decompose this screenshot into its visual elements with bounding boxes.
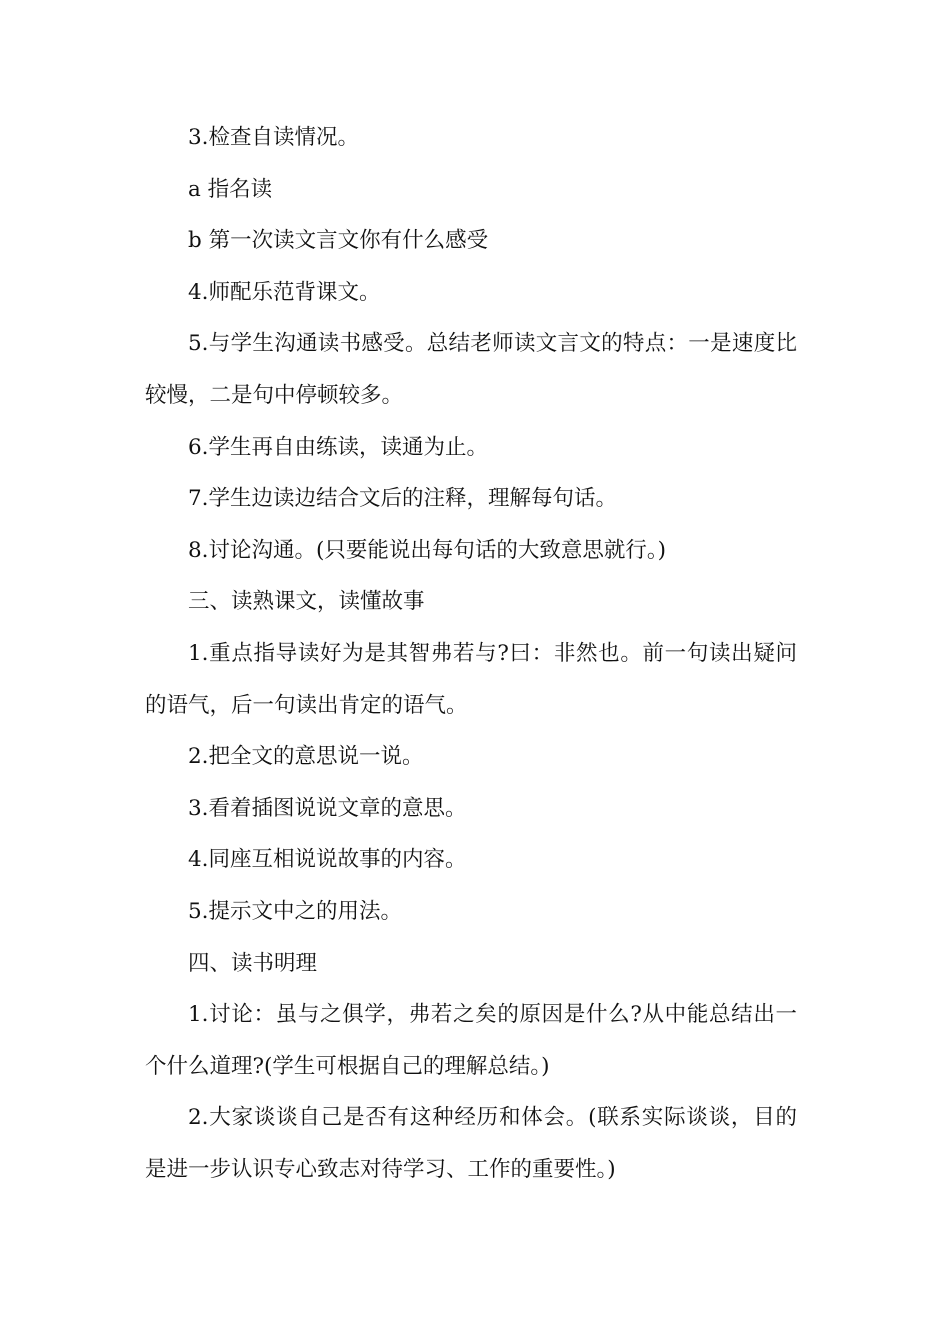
paragraph: 1.讨论：虽与之俱学，弗若之矣的原因是什么?从中能总结出一个什么道理?(学生可根据自己的理解总结。) (145, 1002, 797, 1079)
section-heading: 四、读书明理 (188, 950, 318, 976)
paragraph: 8.讨论沟通。(只要能说出每句话的大致意思就行。) (188, 537, 667, 563)
paragraph: 2.把全文的意思说一说。 (188, 744, 424, 770)
paragraph: 1.重点指导读好为是其智弗若与?曰：非然也。前一句读出疑问的语气，后一句读出肯定的语气。 (145, 640, 797, 718)
paragraph: a 指名读 (188, 176, 273, 202)
paragraph: 4.同座互相说说故事的内容。 (188, 847, 467, 873)
paragraph: 5.与学生沟通读书感受。总结老师读文言文的特点：一是速度比较慢，二是句中停顿较多。 (145, 331, 797, 408)
paragraph: b 第一次读文言文你有什么感受 (188, 228, 489, 254)
paragraph: 3.看着插图说说文章的意思。 (188, 795, 467, 821)
paragraph: 4.师配乐范背课文。 (188, 279, 381, 305)
paragraph: 2.大家谈谈自己是否有这种经历和体会。(联系实际谈谈，目的是进一步认识专心致志对待学习、工作的重要性。) (145, 1105, 797, 1182)
section-heading: 三、读熟课文，读懂故事 (188, 589, 425, 615)
paragraph: 5.提示文中之的用法。 (188, 898, 403, 924)
paragraph: 6.学生再自由练读，读通为止。 (188, 434, 489, 460)
paragraph: 3.检查自读情况。 (188, 125, 360, 150)
paragraph: 7.学生边读边结合文后的注释，理解每句话。 (188, 486, 618, 512)
document-body (145, 112, 797, 1195)
